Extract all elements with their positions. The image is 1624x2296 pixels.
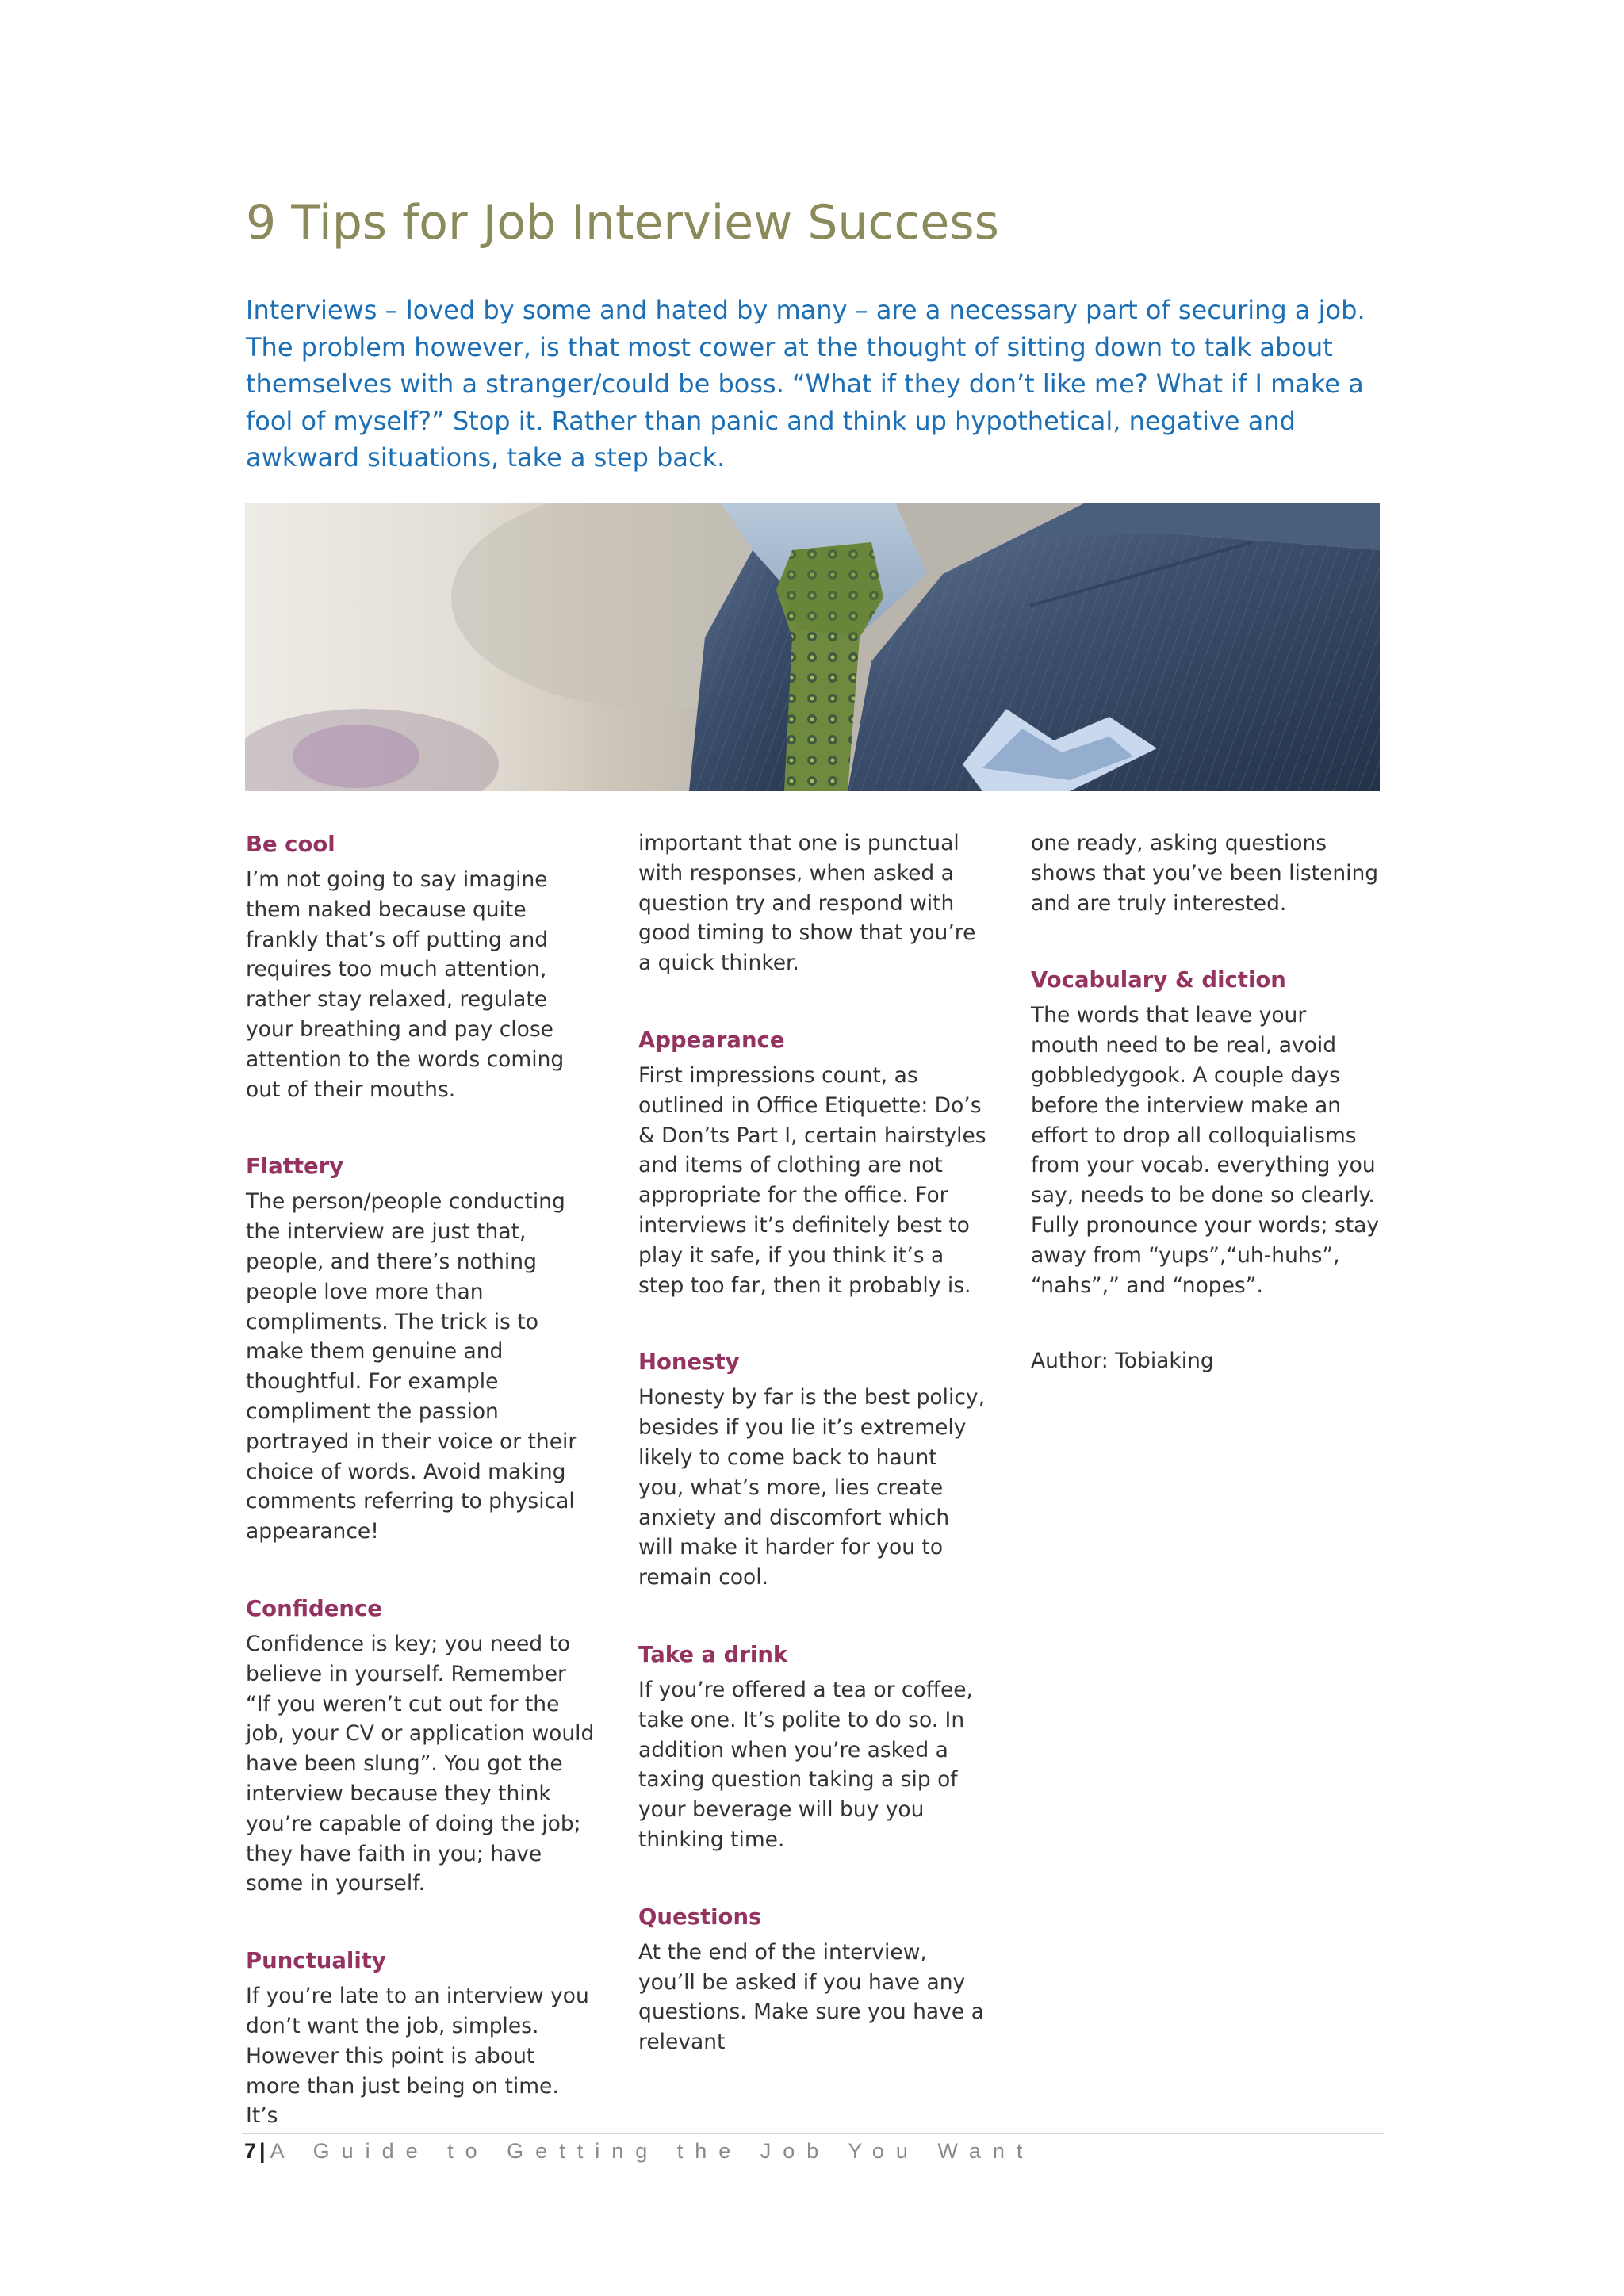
section-heading: Flattery xyxy=(246,1154,344,1180)
section-heading: Vocabulary & diction xyxy=(1031,967,1286,993)
footer-divider xyxy=(242,2133,1384,2134)
section-heading: Take a drink xyxy=(638,1641,788,1667)
section-honesty xyxy=(638,1346,987,1593)
section-body: Honesty by far is the best policy, besides if you lie it’s extremely likely to come back to haunt you, what’s more, lies create anxiety and discomfort which will make it harder for you to remain cool. xyxy=(638,1385,986,1590)
page-title: 9 Tips for Job Interview Success xyxy=(246,195,999,251)
page-footer xyxy=(244,2135,1034,2167)
guide-title: A Guide to Getting the Job You Want xyxy=(270,2139,1035,2163)
section-questions xyxy=(638,1901,987,2057)
section-take-a-drink xyxy=(638,1639,987,1855)
section-heading: Honesty xyxy=(638,1349,740,1376)
section-heading: Appearance xyxy=(638,1027,785,1053)
section-body: First impressions count, as outlined in Office Etiquette: Do’s & Don’ts Part I, certain hairstyles and items of clothing are not appropriate for the office. For interviews it’s definitely best to play it safe, if you think it’s a step too far, then it probably is. xyxy=(638,1062,986,1298)
section-be-cool xyxy=(246,828,595,1104)
column-2 xyxy=(638,828,987,2057)
author-credit: Author: Tobiaking xyxy=(1031,1349,1214,1374)
section-body: I’m not going to say imagine them naked because quite frankly that’s off putting and requires too much attention, rather stay relaxed, regulate your breathing and pay close attention to the words coming out of their mouths. xyxy=(246,867,565,1102)
section-body: At the end of the interview, you’ll be asked if you have any questions. Make sure you have a relevant xyxy=(638,1939,984,2055)
column-1 xyxy=(246,828,595,2131)
section-vocabulary-diction xyxy=(1031,964,1380,1300)
section-heading: Confidence xyxy=(246,1595,382,1621)
page-number: 7 xyxy=(244,2139,257,2163)
section-confidence xyxy=(246,1593,595,1899)
section-body: The person/people conducting the interview are just that, people, and there’s nothing people love more than compliments. The trick is to make them genuine and thoughtful. For example compliment the passion portrayed in their voice or their choice of words. Avoid making comments referring to physical appearance! xyxy=(246,1189,577,1544)
section-body: Confidence is key; you need to believe in yourself. Remember “If you weren’t cut out for the job, your CV or application would have been slung”. You got the interview because they think you’re capable of doing the job; they have faith in you; have some in yourself. xyxy=(246,1631,595,1896)
section-heading: Punctuality xyxy=(246,1948,386,1974)
section-appearance xyxy=(638,1024,987,1300)
section-body: The words that leave your mouth need to be real, avoid gobbledygook. A couple days before the interview make an effort to drop all colloquialisms from your vocab. everything you say, needs to be done so clearly. Fully pronounce your words; stay away from “yups”,“uh-huhs”, “nahs”,” and “nopes”. xyxy=(1031,1003,1380,1298)
section-body: If you’re offered a tea or coffee, take one. It’s polite to do so. In addition when you’re asked a taxing question taking a sip of your beverage will buy you thinking time. xyxy=(638,1677,973,1852)
section-flattery xyxy=(246,1150,595,1547)
businessman-suit-tie-photo xyxy=(245,503,1380,791)
section-punctuality xyxy=(246,1945,595,2131)
section-body-continued: one ready, asking questions shows that you’ve been listening and are truly interested. xyxy=(1031,831,1379,916)
section-heading: Questions xyxy=(638,1904,762,1930)
column-3 xyxy=(1031,828,1380,1376)
section-body-continued: important that one is punctual with responses, when asked a question try and respond with good timing to show that you’re a quick thinker. xyxy=(638,831,976,976)
section-heading: Be cool xyxy=(246,832,335,857)
section-body: If you’re late to an interview you don’t want the job, simples. However this point is about more than just being on time. It’s xyxy=(246,1984,589,2129)
intro-paragraph: Interviews – loved by some and hated by many – are a necessary part of securing a job. The problem however, is that most cower at the thought of sitting down to talk about themselves with a stranger/could be boss. “What if they don’t like me? What if I make a fool of myself?” Stop it. Rather than panic and think up hypothetical, negative and awkward situations, take a step back. xyxy=(246,295,1365,473)
footer-separator: | xyxy=(259,2139,266,2163)
banner-image xyxy=(245,503,1380,791)
